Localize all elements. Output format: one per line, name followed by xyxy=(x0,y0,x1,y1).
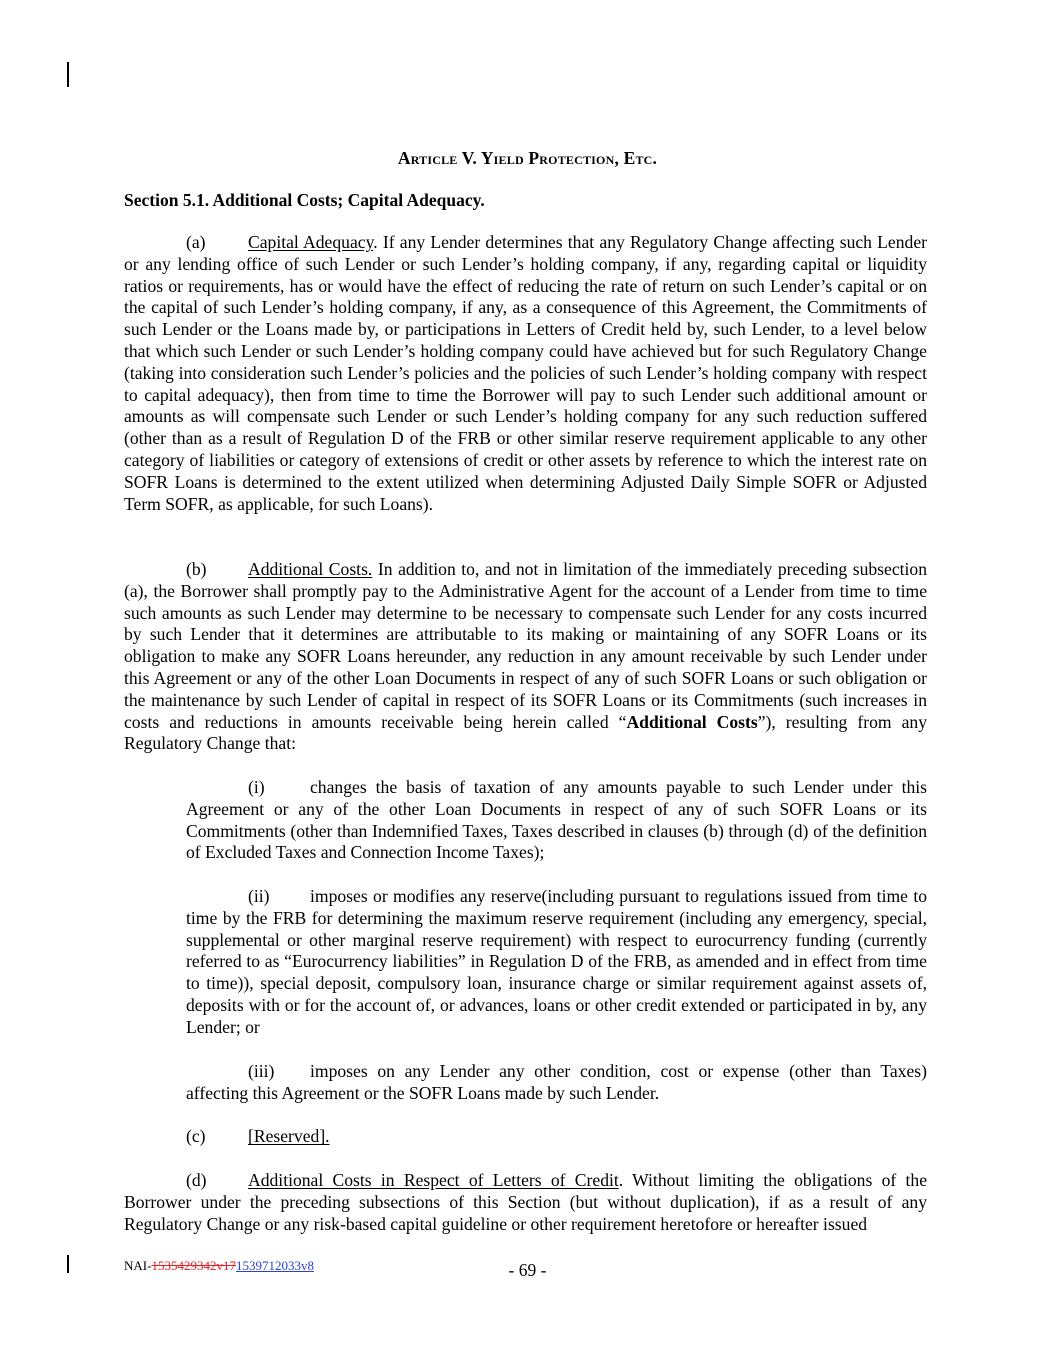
clause-iii-label: (iii) xyxy=(248,1061,275,1081)
paragraph-d-text: Without limiting the obligations of the Borrower under the preceding subsections of this Section (but without duplication), if as a result of any Regulatory Change or any risk-based capital guideline or other requirement heretofore or hereafter issued xyxy=(124,1170,928,1234)
clause-i-text: changes the basis of taxation of any amounts payable to such Lender under this Agreement or any of the other Loan Documents in respect of any of such SOFR Loans or its Commitments (other than Indemnified Taxes, Taxes described in clauses (b) through (d) of the definition of Excluded Taxes and Connection Income Taxes); xyxy=(186,777,927,863)
paragraph-d-heading: Additional Costs in Respect of Letters of Credit xyxy=(248,1170,619,1190)
inserted-doc-id: 1539712033v8 xyxy=(235,1258,314,1273)
paragraph-c-heading: [Reserved]. xyxy=(248,1126,330,1146)
paragraph-c-label: (c) xyxy=(186,1126,206,1146)
paragraph-a-heading: Capital Adequacy xyxy=(248,232,374,252)
paragraph-b-heading: Additional Costs. xyxy=(248,559,373,579)
doc-prefix: NAI- xyxy=(124,1258,152,1273)
clause-ii-label: (ii) xyxy=(248,886,270,906)
clause-iii-text: imposes on any Lender any other condition, cost or expense (other than Taxes) affecting this Agreement or the SOFR Loans made by such Lender. xyxy=(186,1061,927,1103)
clause-ii xyxy=(186,886,927,1039)
paragraph-b-text-end: ”), resulting from any Regulatory Change that: xyxy=(124,711,927,754)
defined-term-additional-costs: Additional Costs xyxy=(626,711,758,732)
section-heading: Section 5.1. Additional Costs; Capital Adequacy. xyxy=(124,190,485,210)
paragraph-b xyxy=(124,559,927,755)
paragraph-d-punct: . xyxy=(618,1170,624,1190)
clause-iii xyxy=(186,1061,927,1105)
change-bar-top xyxy=(67,62,69,87)
paragraph-a-label: (a) xyxy=(186,232,206,252)
paragraph-d xyxy=(124,1170,927,1235)
paragraph-b-label: (b) xyxy=(186,559,207,579)
clause-ii-text: imposes or modifies any reserve(including pursuant to regulations issued from time to time by the FRB for determining the maximum reserve requirement (including any emergency, special, supplemental or other marginal reserve requirement) with respect to eurocurrency funding (currently referred to as “Eurocurrency liabilities” in Regulation D of the FRB, as amended and in effect from time to time)), special deposit, compulsory loan, insurance charge or similar requirement against assets of, deposits with or for the account of, or advances, loans or other credit extended or participated in by, any Lender; or xyxy=(186,886,927,1037)
paragraph-b-text: In addition to, and not in limitation of the immediately preceding subsection (a), the Borrower shall promptly pay to the Administrative Agent for the account of a Lender from time to time such amounts as such Lender may determine to be necessary to compensate such Lender for any costs incurred by such Lender that it determines are attributable to its making or maintaining of any SOFR Loans or its obligation to make any SOFR Loans hereunder, any reduction in any amount receivable by such Lender under this Agreement or any of the other Loan Documents in respect of any of such SOFR Loans or such obligation or the maintenance by such Lender of capital in respect of its SOFR Loans or its Commitments (such increases in costs and reductions in amounts receivable being herein called “ xyxy=(124,559,927,732)
paragraph-c xyxy=(124,1126,927,1148)
clause-i xyxy=(186,777,927,864)
clause-i-label: (i) xyxy=(248,777,265,797)
paragraph-d-label: (d) xyxy=(186,1170,207,1190)
article-title: Article V. Yield Protection, Etc. xyxy=(397,148,658,168)
deleted-doc-id: 1535429342v17 xyxy=(151,1258,236,1273)
paragraph-a-punct: . xyxy=(373,232,378,252)
paragraph-a-text: If any Lender determines that any Regulatory Change affecting such Lender or any lending office of such Lender or such Lender’s holding company, if any, regarding capital or liquidity ratios or requirements, has or would have the effect of reducing the rate of return on such Lender’s capital or on the capital of such Lender’s holding company, if any, as a consequence of this Agreement, the Commitments of such Lender or the Loans made by, or participations in Letters of Credit held by, such Lender, to a level below that which such Lender or such Lender’s holding company could have achieved but for such Regulatory Change (taking into consideration such Lender’s policies and the policies of such Lender’s holding company with respect to capital adequacy), then from time to time the Borrower will pay to such Lender such additional amount or amounts as will compensate such Lender or such Lender’s holding company for any such reduction suffered (other than as a result of Regulation D of the FRB or other similar reserve requirement applicable to any other category of liabilities or category of extensions of credit or other assets by reference to which the interest rate on SOFR Loans is determined to the extent utilized when determining Adjusted Daily Simple SOFR or Adjusted Term SOFR, as applicable, for such Loans). xyxy=(124,232,927,514)
page-number: - 69 - xyxy=(508,1260,547,1280)
paragraph-a xyxy=(124,232,927,515)
